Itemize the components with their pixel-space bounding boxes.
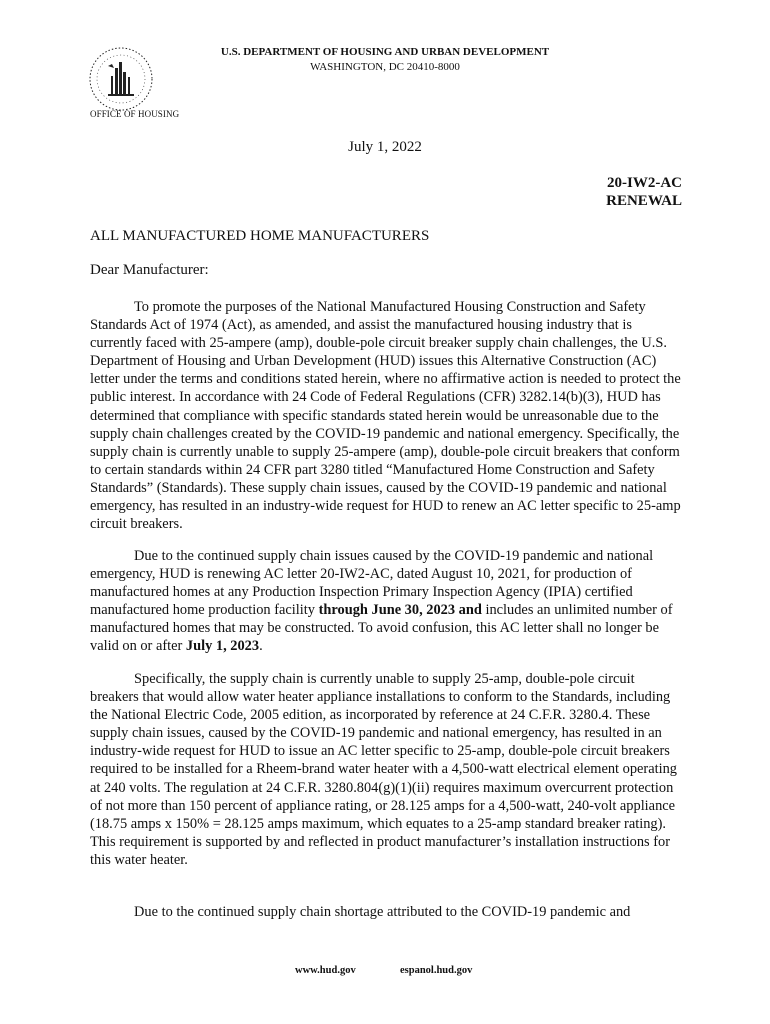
salutation: Dear Manufacturer:	[90, 262, 209, 278]
footer-link-espanol[interactable]: espanol.hud.gov	[400, 965, 473, 976]
reference-status: RENEWAL	[606, 193, 682, 209]
office-name: OFFICE OF HOUSING	[90, 109, 180, 119]
recipient-line: ALL MANUFACTURED HOME MANUFACTURERS	[90, 228, 430, 244]
agency-name: U.S. DEPARTMENT OF HOUSING AND URBAN DEVELOPMENT	[220, 46, 550, 58]
paragraph-2-text-c: .	[259, 638, 263, 655]
paragraph-3: Specifically, the supply chain is currently unable to supply 25-amp, double-pole circuit breakers that would allow water heater appliance installations to conform to the Standards, including the National Electric Code, 2005 edition, as incorporated by reference at 24 C.F.R. 3280.4. These supply chain issues, caused by the COVID-19 pandemic and national emergency, has resulted in an industry-wide request for HUD to issue an AC letter specific to 25-amp, double-pole circuit breakers required to be installed for a Rheem-brand water heater with a 4,500-watt electrical element operating at 240 volts. The regulation at 24 C.F.R. 3280.804(g)(1)(ii) requires maximum overcurrent protection of not more than 150 percent of appliance rating, or 28.125 amps for a 4,500-watt, 240-volt appliance (18.75 amps x 150% = 28.125 amps maximum, which equates to a 25-amp standard breaker rating). This requirement is supported by and reflected in product manufacturer’s installation instructions for this water heater.	[90, 671, 677, 868]
footer-link-hud[interactable]: www.hud.gov	[295, 965, 356, 976]
reference-number: 20-IW2-AC	[607, 175, 682, 191]
paragraph-4: Due to the continued supply chain shortage attributed to the COVID-19 pandemic and	[134, 904, 631, 920]
paragraph-2-text-a: Due to the continued supply chain issues caused by the COVID-19 pandemic and national emergency, HUD is renewing AC letter 20-IW2-AC, dated August 10, 2021, for production of manufactured homes at any Production Inspection Primary Inspection Agency (IPIA) certified manufactured home production facility	[90, 548, 654, 619]
paragraph-1: To promote the purposes of the National Manufactured Housing Construction and Safety Standards Act of 1974 (Act), as amended, and assist the manufactured housing industry that is currently faced with 25-ampere (amp), double-pole circuit breaker supply chain challenges, the U.S. Department of Housing and Urban Development (HUD) issues this Alternative Construction (AC) letter under the terms and conditions stated herein, where no affirmative action is needed to protect the public interest. In accordance with 24 Code of Federal Regulations (CFR) 3282.14(b)(3), HUD has determined that compliance with specific standards stated herein would be unreasonable due to the supply chain challenges created by the COVID-19 pandemic and national emergency. Specifically, the supply chain is currently unable to supply 25-ampere (amp), double-pole circuit breakers that conform to certain standards within 24 CFR part 3280 titled “Manufactured Home Construction and Safety Standards” (Standards). These supply chain issues, caused by the COVID-19 pandemic and national emergency, has resulted in an industry-wide request for HUD to renew an AC letter specific to 25-amp circuit breakers.	[90, 299, 681, 533]
agency-address: WASHINGTON, DC 20410-8000	[310, 61, 460, 73]
paragraph-2	[90, 547, 682, 656]
reference-block	[606, 174, 682, 210]
paragraph-2-bold-date-range: through June 30, 2023 and	[318, 602, 482, 619]
paragraph-2-text-b: includes an unlimited number of manufactured homes that may be constructed. To avoid confusion, this AC letter shall no longer be valid on or after	[90, 602, 673, 655]
letter-date: July 1, 2022	[348, 139, 422, 155]
paragraph-2-bold-expiry: July 1, 2023	[185, 638, 260, 655]
